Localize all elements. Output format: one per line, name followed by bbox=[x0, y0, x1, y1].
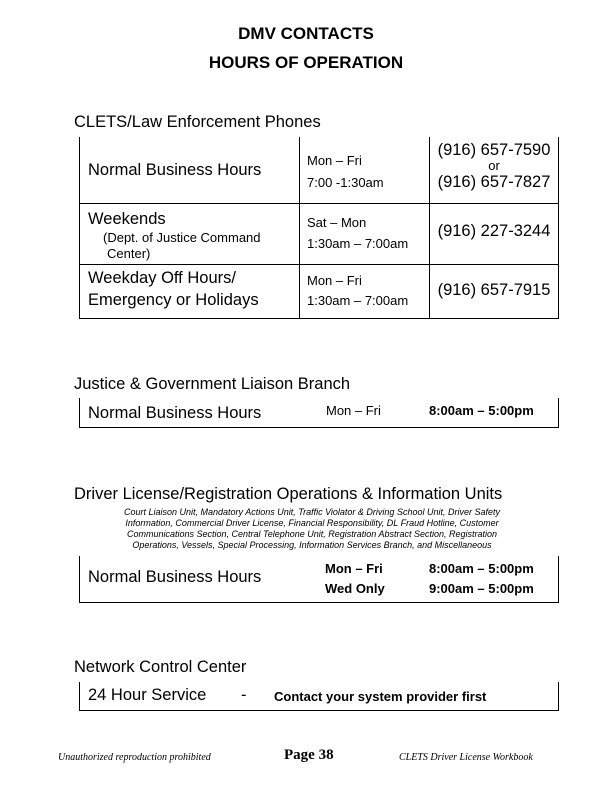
clets-heading: CLETS/Law Enforcement Phones bbox=[74, 113, 321, 131]
justice-hours: 8:00am – 5:00pm bbox=[429, 403, 534, 418]
network-heading: Network Control Center bbox=[74, 658, 247, 676]
units-line: Communications Section, Central Telephone Unit, Registration Abstract Section, Registration bbox=[126, 529, 498, 539]
network-dash: - bbox=[241, 686, 247, 704]
page-subtitle: HOURS OF OPERATION bbox=[208, 53, 404, 72]
driver-hours: 8:00am – 5:00pm bbox=[429, 561, 534, 576]
driver-heading: Driver License/Registration Operations & Information Units bbox=[74, 485, 503, 503]
row-label: Weekends bbox=[88, 210, 166, 228]
row-hours: 7:00 -1:30am bbox=[307, 175, 384, 190]
row-label: Weekday Off Hours/ bbox=[88, 269, 236, 287]
driver-units-list bbox=[92, 507, 532, 551]
driver-label: Normal Business Hours bbox=[88, 568, 262, 586]
justice-label: Normal Business Hours bbox=[88, 404, 262, 422]
row-label: Normal Business Hours bbox=[88, 161, 262, 179]
units-line: Operations, Vessels, Special Processing, Information Services Branch, and Miscellaneous bbox=[132, 540, 492, 550]
page-number: Page 38 bbox=[284, 747, 334, 763]
row-days: Sat – Mon bbox=[307, 215, 367, 230]
page-title: DMV CONTACTS bbox=[238, 24, 374, 43]
driver-hours: 9:00am – 5:00pm bbox=[429, 581, 534, 596]
row-days: Mon – Fri bbox=[307, 153, 362, 168]
row-phone-primary[interactable]: (916) 657-7590 bbox=[437, 141, 551, 159]
justice-heading: Justice & Government Liaison Branch bbox=[74, 375, 351, 393]
network-note: Contact your system provider first bbox=[274, 689, 487, 704]
row-phone[interactable]: (916) 657-7915 bbox=[437, 281, 551, 299]
driver-days: Wed Only bbox=[325, 581, 385, 596]
footer-left: Unauthorized reproduction prohibited bbox=[58, 752, 211, 763]
network-label: 24 Hour Service bbox=[88, 686, 207, 704]
row-label: Emergency or Holidays bbox=[88, 291, 259, 309]
row-phone-or: or bbox=[488, 158, 500, 173]
row-phone-secondary[interactable]: (916) 657-7827 bbox=[437, 173, 551, 191]
footer-right: CLETS Driver License Workbook bbox=[399, 752, 533, 763]
units-line: Information, Commercial Driver License, Financial Responsibility, DL Fraud Hotline, Customer bbox=[125, 518, 499, 528]
driver-days: Mon – Fri bbox=[325, 561, 383, 576]
row-sublabel: (Dept. of Justice Command bbox=[103, 230, 261, 245]
row-hours: 1:30am – 7:00am bbox=[307, 236, 409, 251]
row-phone[interactable]: (916) 227-3244 bbox=[437, 222, 551, 240]
justice-days: Mon – Fri bbox=[326, 403, 381, 418]
row-days: Mon – Fri bbox=[307, 273, 362, 288]
row-hours: 1:30am – 7:00am bbox=[307, 293, 409, 308]
row-sublabel: Center) bbox=[107, 246, 151, 261]
units-line: Court Liaison Unit, Mandatory Actions Unit, Traffic Violator & Driving School Unit, Driver Safety bbox=[124, 507, 500, 517]
